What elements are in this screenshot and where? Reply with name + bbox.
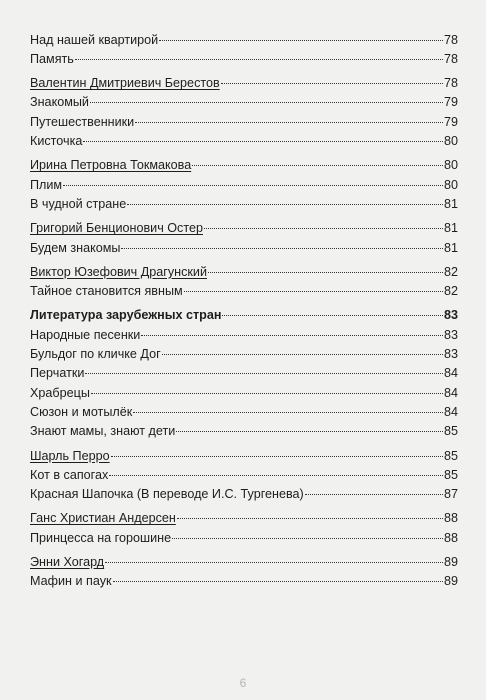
toc-entry	[30, 485, 458, 504]
dot-leader	[208, 259, 443, 273]
toc-entry-title: Принцесса на горошине	[30, 530, 172, 545]
toc-entry-title: Энни Хогард	[30, 555, 105, 570]
toc-entry-page: 79	[443, 95, 458, 110]
dot-leader	[204, 216, 443, 230]
dot-leader	[192, 153, 443, 167]
table-of-contents	[30, 30, 458, 591]
toc-entry-page: 89	[443, 574, 458, 589]
dot-leader	[172, 525, 443, 539]
toc-entry-title: Ирина Петровна Токмакова	[30, 158, 192, 173]
toc-entry-title: Народные песенки	[30, 327, 141, 342]
dot-leader	[121, 235, 443, 249]
dot-leader	[105, 549, 443, 563]
dot-leader	[111, 443, 443, 457]
toc-entry-page: 81	[443, 221, 458, 236]
toc-entry-title: Виктор Юзефович Драгунский	[30, 264, 207, 279]
dot-leader	[91, 380, 443, 394]
dot-leader	[135, 109, 443, 123]
toc-entry-title: Плим	[30, 177, 63, 192]
toc-entry-title: Знакомый	[30, 95, 89, 110]
toc-entry	[30, 131, 458, 150]
toc-entry	[30, 282, 458, 301]
toc-entry	[30, 528, 458, 547]
toc-entry-title: Литература зарубежных стран	[30, 308, 222, 323]
toc-entry-title: Кисточка	[30, 134, 83, 149]
toc-entry-page: 85	[443, 448, 458, 463]
toc-entry-page: 85	[443, 467, 458, 482]
toc-entry	[30, 194, 458, 213]
dot-leader	[184, 279, 443, 293]
dot-leader	[127, 191, 443, 205]
dot-leader	[222, 303, 443, 317]
toc-entry-title: Красная Шапочка (В переводе И.С. Тургенева)	[30, 487, 304, 502]
dot-leader	[221, 71, 443, 85]
toc-entry-page: 85	[443, 424, 458, 439]
dot-leader	[305, 482, 443, 496]
toc-entry-page: 88	[443, 530, 458, 545]
toc-entry-title: Григорий Бенционович Остер	[30, 221, 203, 236]
dot-leader	[159, 27, 443, 41]
toc-entry-title: Путешественники	[30, 114, 135, 129]
dot-leader	[133, 399, 443, 413]
toc-entry-page: 87	[443, 487, 458, 502]
toc-entry-page: 78	[443, 76, 458, 91]
dot-leader	[83, 128, 443, 142]
dot-leader	[113, 569, 443, 583]
toc-entry-page: 80	[443, 177, 458, 192]
toc-entry-page: 83	[443, 308, 458, 323]
toc-entry-page: 78	[443, 32, 458, 47]
toc-entry-title: Бульдог по кличке Дог	[30, 347, 161, 362]
dot-leader	[162, 341, 443, 355]
toc-entry-page: 82	[443, 264, 458, 279]
toc-entry-title: Ганс Христиан Андерсен	[30, 511, 176, 526]
toc-entry-title: Шарль Перро	[30, 448, 110, 463]
toc-entry-page: 81	[443, 240, 458, 255]
toc-entry-page: 81	[443, 196, 458, 211]
toc-entry	[30, 238, 458, 257]
toc-entry-page: 83	[443, 347, 458, 362]
toc-entry-page: 79	[443, 114, 458, 129]
toc-entry-page: 83	[443, 327, 458, 342]
toc-entry-page: 84	[443, 404, 458, 419]
toc-entry-title: Над нашей квартирой	[30, 32, 159, 47]
toc-entry-title: Валентин Дмитриевич Берестов	[30, 76, 220, 91]
toc-entry	[30, 49, 458, 68]
dot-leader	[63, 172, 443, 186]
toc-entry	[30, 422, 458, 441]
toc-entry-title: Память	[30, 51, 74, 66]
toc-entry-page: 84	[443, 366, 458, 381]
toc-entry-title: Храбрецы	[30, 385, 90, 400]
page-number: 6	[239, 676, 247, 690]
dot-leader	[177, 506, 443, 520]
toc-entry-title: Будем знакомы	[30, 240, 121, 255]
dot-leader	[176, 419, 443, 433]
dot-leader	[109, 462, 443, 476]
toc-entry-page: 82	[443, 284, 458, 299]
dot-leader	[75, 46, 443, 60]
toc-entry-page: 89	[443, 555, 458, 570]
toc-entry-page: 78	[443, 51, 458, 66]
toc-entry-title: Сюзон и мотылёк	[30, 404, 133, 419]
dot-leader	[90, 90, 443, 104]
dot-leader	[141, 322, 443, 336]
toc-entry	[30, 572, 458, 591]
toc-entry-title: Мафин и паук	[30, 574, 112, 589]
toc-entry-page: 88	[443, 511, 458, 526]
toc-entry-page: 80	[443, 134, 458, 149]
dot-leader	[85, 361, 443, 375]
toc-entry-title: Тайное становится явным	[30, 284, 183, 299]
toc-entry-page: 84	[443, 385, 458, 400]
toc-entry-title: Перчатки	[30, 366, 85, 381]
toc-entry-title: В чудной стране	[30, 196, 127, 211]
toc-entry-page: 80	[443, 158, 458, 173]
toc-entry-title: Знают мамы, знают дети	[30, 424, 176, 439]
toc-entry-title: Кот в сапогах	[30, 467, 109, 482]
